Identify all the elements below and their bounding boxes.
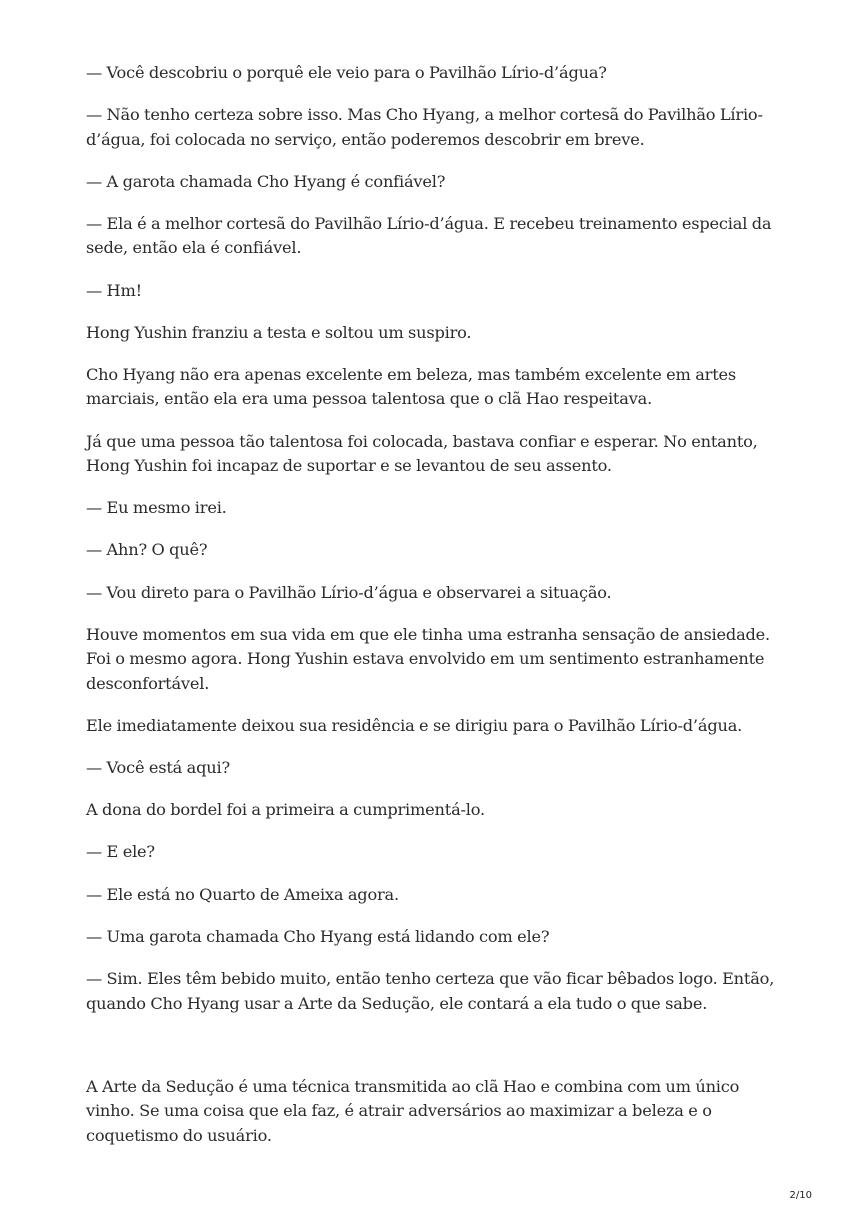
paragraph: — Você descobriu o porquê ele veio para o Pavilhão Lírio-d’água? (86, 63, 607, 82)
paragraph: — Eu mesmo irei. (86, 498, 227, 518)
paragraph: A dona do bordel foi a primeira a cumprimentá-lo. (86, 800, 485, 820)
paragraph: — A garota chamada Cho Hyang é confiável? (86, 171, 446, 191)
paragraph: Cho Hyang não era apenas excelente em beleza, mas também excelente em artes marciais, então ela era uma pessoa talentosa que o clã Hao respeitava. (86, 365, 736, 409)
paragraph: — Você está aqui? (86, 758, 230, 778)
page-number: 2/10 (789, 1190, 812, 1201)
paragraph: A Arte da Sedução é uma técnica transmitida ao clã Hao e combina com um único vinho. Se uma coisa que ela faz, é atrair adversários ao maximizar a beleza e o coquetismo do usuário. (86, 1076, 740, 1145)
paragraph: — Uma garota chamada Cho Hyang está lidando com ele? (86, 926, 550, 946)
paragraph: — Sim. Eles têm bebido muito, então tenho certeza que vão ficar bêbados logo. Então, quando Cho Hyang usar a Arte da Sedução, ele contará a ela tudo o que sabe. (86, 969, 775, 1013)
paragraph: Houve momentos em sua vida em que ele tinha uma estranha sensação de ansiedade. Foi o mesmo agora. Hong Yushin estava envolvido em um sentimento estranhamente desconfortável. (86, 624, 771, 693)
paragraph: Hong Yushin franziu a testa e soltou um suspiro. (86, 322, 472, 342)
paragraph: — Ahn? O quê? (86, 540, 208, 560)
paragraph: Ele imediatamente deixou sua residência e se dirigiu para o Pavilhão Lírio-d’água. (86, 715, 743, 735)
paragraph: — Vou direto para o Pavilhão Lírio-d’água e observarei a situação. (86, 582, 612, 602)
paragraph: — Não tenho certeza sobre isso. Mas Cho Hyang, a melhor cortesã do Pavilhão Lírio-d’água, foi colocada no serviço, então poderemos descobrir em breve. (86, 105, 763, 149)
document-body (86, 61, 786, 1166)
paragraph: — E ele? (86, 842, 155, 862)
paragraph: — Ele está no Quarto de Ameixa agora. (86, 884, 399, 904)
paragraph: — Ela é a melhor cortesã do Pavilhão Lírio-d’água. E recebeu treinamento especial da sede, então ela é confiável. (86, 214, 772, 258)
paragraph: — Hm! (86, 280, 142, 300)
paragraph: Já que uma pessoa tão talentosa foi colocada, bastava confiar e esperar. No entanto, Hong Yushin foi incapaz de suportar e se levantou de seu assento. (86, 431, 758, 476)
